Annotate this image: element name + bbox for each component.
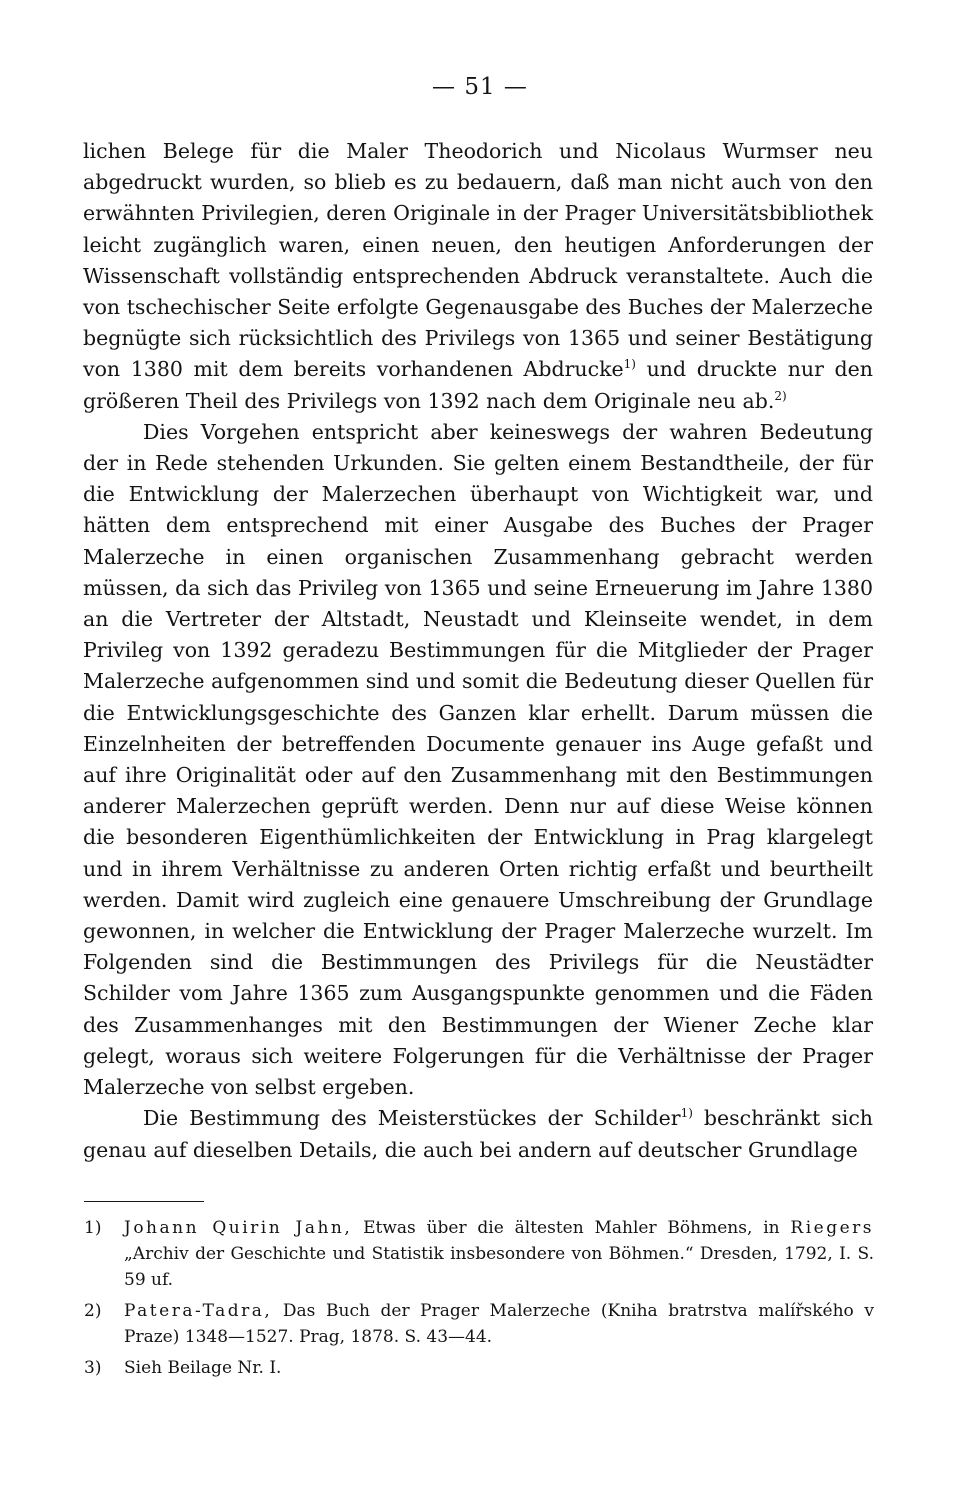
footnotes [84, 1215, 874, 1386]
paragraph-text: Die Bestimmung des Meisterstückes der Schilder [143, 1106, 681, 1131]
paragraph [83, 1103, 873, 1165]
footnote-ref: 2) [774, 388, 787, 403]
footnote-text: „Archiv der Geschichte und Statistik insbesondere von Böhmen.“ Dresden, 1792, I. S. 59 uf. [124, 1244, 874, 1290]
footnote [84, 1215, 874, 1293]
footnote-ref: 1) [680, 1106, 693, 1121]
paragraph-text: beschränkt sich genau auf dieselben Details, die auch bei andern auf deutscher Grundlage [83, 1106, 874, 1162]
footnote-text: Etwas über die ältesten Mahler Böhmens, in [352, 1218, 791, 1238]
footnote-mark: 2) [84, 1301, 102, 1321]
paragraph-text: Dies Vorgehen entspricht aber keineswegs der wahren Bedeutung der in Rede stehenden Urkunden. Sie gelten einem Bestandtheile, der für die Entwicklung der Malerzechen überhaupt von Wichtigkeit war, und hätten dem entsprechend mit einer Ausgabe des Buches der Prager Malerzeche in einen organischen Zusammenhang gebracht werden müssen, da sich das Privileg von 1365 und seine Erneuerung im Jahre 1380 an die Vertreter der Altstadt, Neustadt und Kleinseite wendet, in dem Privileg von 1392 geradezu Bestimmungen für die Mitglieder der Prager Malerzeche aufgenommen sind und somit die Bedeutung dieser Quellen für die Entwicklungsgeschichte des Ganzen klar erhellt. Darum müssen die Einzelnheiten der betreffenden Documente genauer ins Auge gefaßt und auf ihre Originalität oder auf den Zusammenhang mit den Bestimmungen anderer Malerzechen geprüft werden. Denn nur auf diese Weise können die besonderen Eigenthümlichkeiten der Entwicklung in Prag klargelegt und in ihrem Verhältnisse zu anderen Orten richtig erfaßt und beurtheilt werden. Damit wird zugleich eine genauere Umschreibung der Grundlage gewonnen, in welcher die Entwicklung der Prager Malerzeche wurzelt. Im Folgenden sind die Bestimmungen des Privilegs für die Neustädter Schilder vom Jahre 1365 zum Ausgangspunkte genommen und die Fäden des Zusammenhanges mit den Bestimmungen der Wiener Zeche klar gelegt, woraus sich weitere Folgerungen für die Verhältnisse der Prager Malerzeche von selbst ergeben. [83, 419, 873, 1100]
footnote-mark: 3) [84, 1358, 102, 1378]
footnote-author: Riegers [790, 1218, 874, 1238]
paragraph-text: lichen Belege für die Maler Theodorich und Nicolaus Wurmser neu abgedruckt wurden, so blieb es zu bedauern, daß man nicht auch von den erwähnten Privilegien, deren Originale in der Prager Universitätsbibliothek leicht zugänglich waren, einen neuen, den heutigen Anforderungen der Wissenschaft vollständig entsprechenden Abdruck veranstaltete. Auch die von tschechischer Seite erfolgte Gegenausgabe des Buches der Malerzeche begnügte sich rücksichtlich des Privilegs von 1365 und seiner Bestätigung von 1380 mit dem bereits vorhandenen Abdrucke [83, 139, 873, 382]
footnote-author: Johann Quirin Jahn, [124, 1218, 353, 1238]
page-number: — 51 — [432, 74, 528, 100]
footnote-text: Das Buch der Prager Malerzeche (Kniha bratrstva malířského v Praze) 1348—1527. Prag, 1878. S. 43—44. [124, 1301, 874, 1347]
paragraph-text: und druckte nur den größeren Theil des Privilegs von 1392 nach dem Originale neu ab. [83, 357, 874, 413]
footnote-separator [84, 1201, 204, 1202]
paragraph [83, 136, 873, 417]
body-text [83, 136, 873, 1166]
footnote [84, 1355, 874, 1381]
footnote [84, 1298, 874, 1350]
footnote-ref: 1) [623, 357, 636, 372]
footnote-author: Patera-Tadra, [124, 1301, 273, 1321]
footnote-text: Sieh Beilage Nr. I. [124, 1358, 282, 1378]
footnote-mark: 1) [84, 1218, 102, 1238]
paragraph [83, 417, 873, 1103]
